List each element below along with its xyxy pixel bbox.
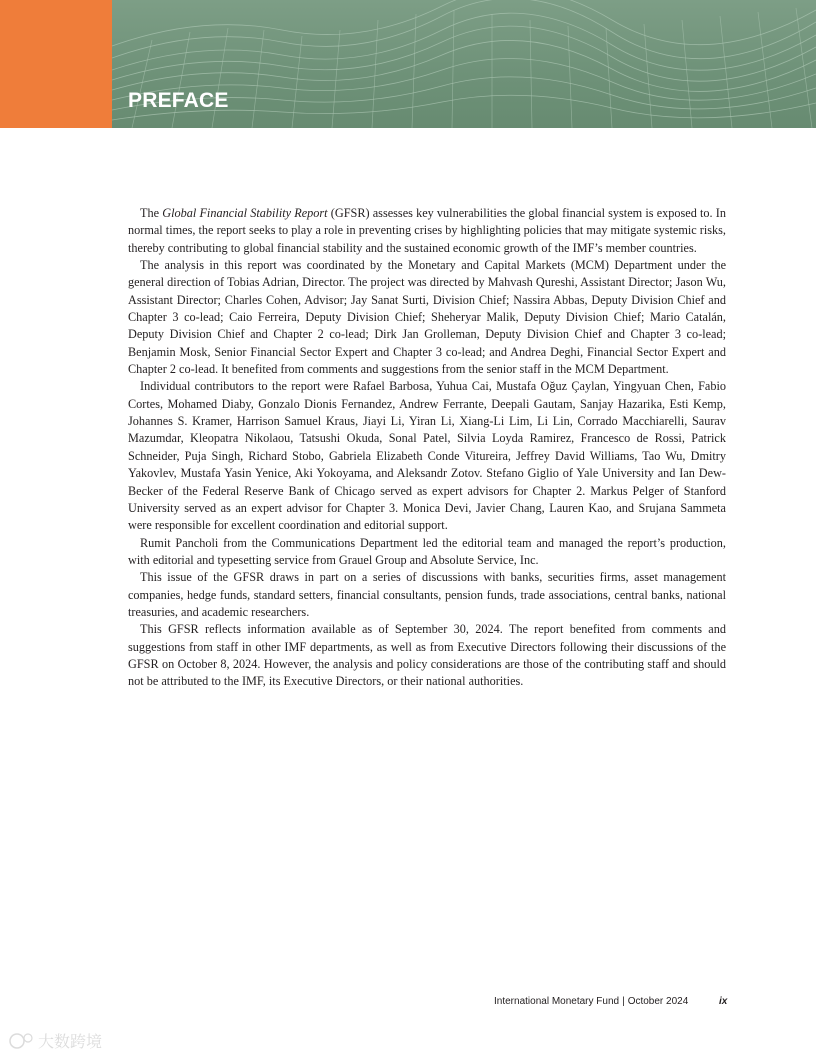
preface-body [128,205,726,691]
paragraph-discussions: This issue of the GFSR draws in part on a series of discussions with banks, securities firms, asset management companies, hedge funds, standard setters, financial consultants, pension funds, trade associations, central banks, national treasuries, and academic researchers. [128,570,726,619]
footer-date: October 2024 [627,996,689,1007]
watermark-logo [8,1030,112,1052]
chapter-banner [0,0,816,128]
page-number: ix [719,996,728,1007]
svg-text:大数跨境: 大数跨境 [38,1032,103,1051]
report-title-italic: Global Financial Stability Report [162,206,328,220]
paragraph-coordination: The analysis in this report was coordinated by the Monetary and Capital Markets (MCM) Department under the general direction of Tobias Adrian, Director. The project was directed by Mahvash Qureshi, Assistant Director; Jason Wu, Assistant Director; Charles Cohen, Advisor; Jay Sanat Surti, Division Chief; Nassira Abbas, Deputy Division Chief and Chapter 3 co-lead; Caio Ferreira, Deputy Division Chief; Sheheryar Malik, Deputy Division Chief; Mario Catalán, Deputy Division Chief and Chapter 2 co-lead; Dirk Jan Grolleman, Deputy Division Chief and Chapter 3 co-lead; Benjamin Mosk, Senior Financial Sector Expert and Chapter 3 co-lead; and Andrea Deghi, Financial Sector Expert and Chapter 2 co-lead. It benefited from comments and suggestions from the senior staff in the MCM Department. [128,258,726,377]
page-footer [494,996,688,1007]
paragraph-contributors: Individual contributors to the report were Rafael Barbosa, Yuhua Cai, Mustafa Oğuz Çaylan, Yingyuan Chen, Fabio Cortes, Mohamed Diaby, Gonzalo Dionis Fernandez, Andrew Ferrante, Deepali Gautam, Sanjay Hazarika, Esti Kemp, Johannes S. Kramer, Harrison Samuel Kraus, Jiayi Li, Yiran Li, Xiang-Li Lim, Li Lin, Corrado Macchiarelli, Saurav Mazumdar, Kleopatra Nikolaou, Tatsushi Okuda, Sonal Patel, Silvia Loyda Ramirez, Francesco de Rossi, Patrick Schneider, Puja Singh, Richard Stobo, Gabriela Elizabeth Conde Vitureira, Jeffrey David Williams, Tao Wu, Dmitry Yakovlev, Mustafa Yasin Yenice, Aki Yokoyama, and Aleksandr Zotov. Stefano Giglio of Yale University and Ian Dew-Becker of the Federal Reserve Bank of Chicago served as expert advisors for Chapter 2. Markus Pelger of Stanford University served as an expert advisor for Chapter 3. Monica Devi, Javier Chang, Lauren Kao, and Srujana Sammeta were responsible for excellent coordination and editorial support. [128,379,726,533]
footer-publisher: International Monetary Fund [494,996,620,1007]
paragraph-intro: The Global Financial Stability Report (GFSR) assesses key vulnerabilities the global financial system is exposed to. In normal times, the report seeks to play a role in preventing crises by highlighting policies that may mitigate systemic risks, thereby contributing to global financial stability and the sustained economic growth of the IMF’s member countries. [128,206,726,255]
banner-orange-block [0,0,112,128]
paragraph-disclaimer: This GFSR reflects information available as of September 30, 2024. The report benefited from comments and suggestions from staff in other IMF departments, as well as from Executive Directors following their discussions of the GFSR on October 8, 2024. However, the analysis and policy considerations are those of the contributing staff and should not be attributed to the IMF, its Executive Directors, or their national authorities. [128,622,726,689]
paragraph-editorial: Rumit Pancholi from the Communications Department led the editorial team and managed the report’s production, with editorial and typesetting service from Grauel Group and Absolute Service, Inc. [128,535,726,567]
footer-separator: | [622,996,625,1007]
page-title: PREFACE [128,89,229,112]
